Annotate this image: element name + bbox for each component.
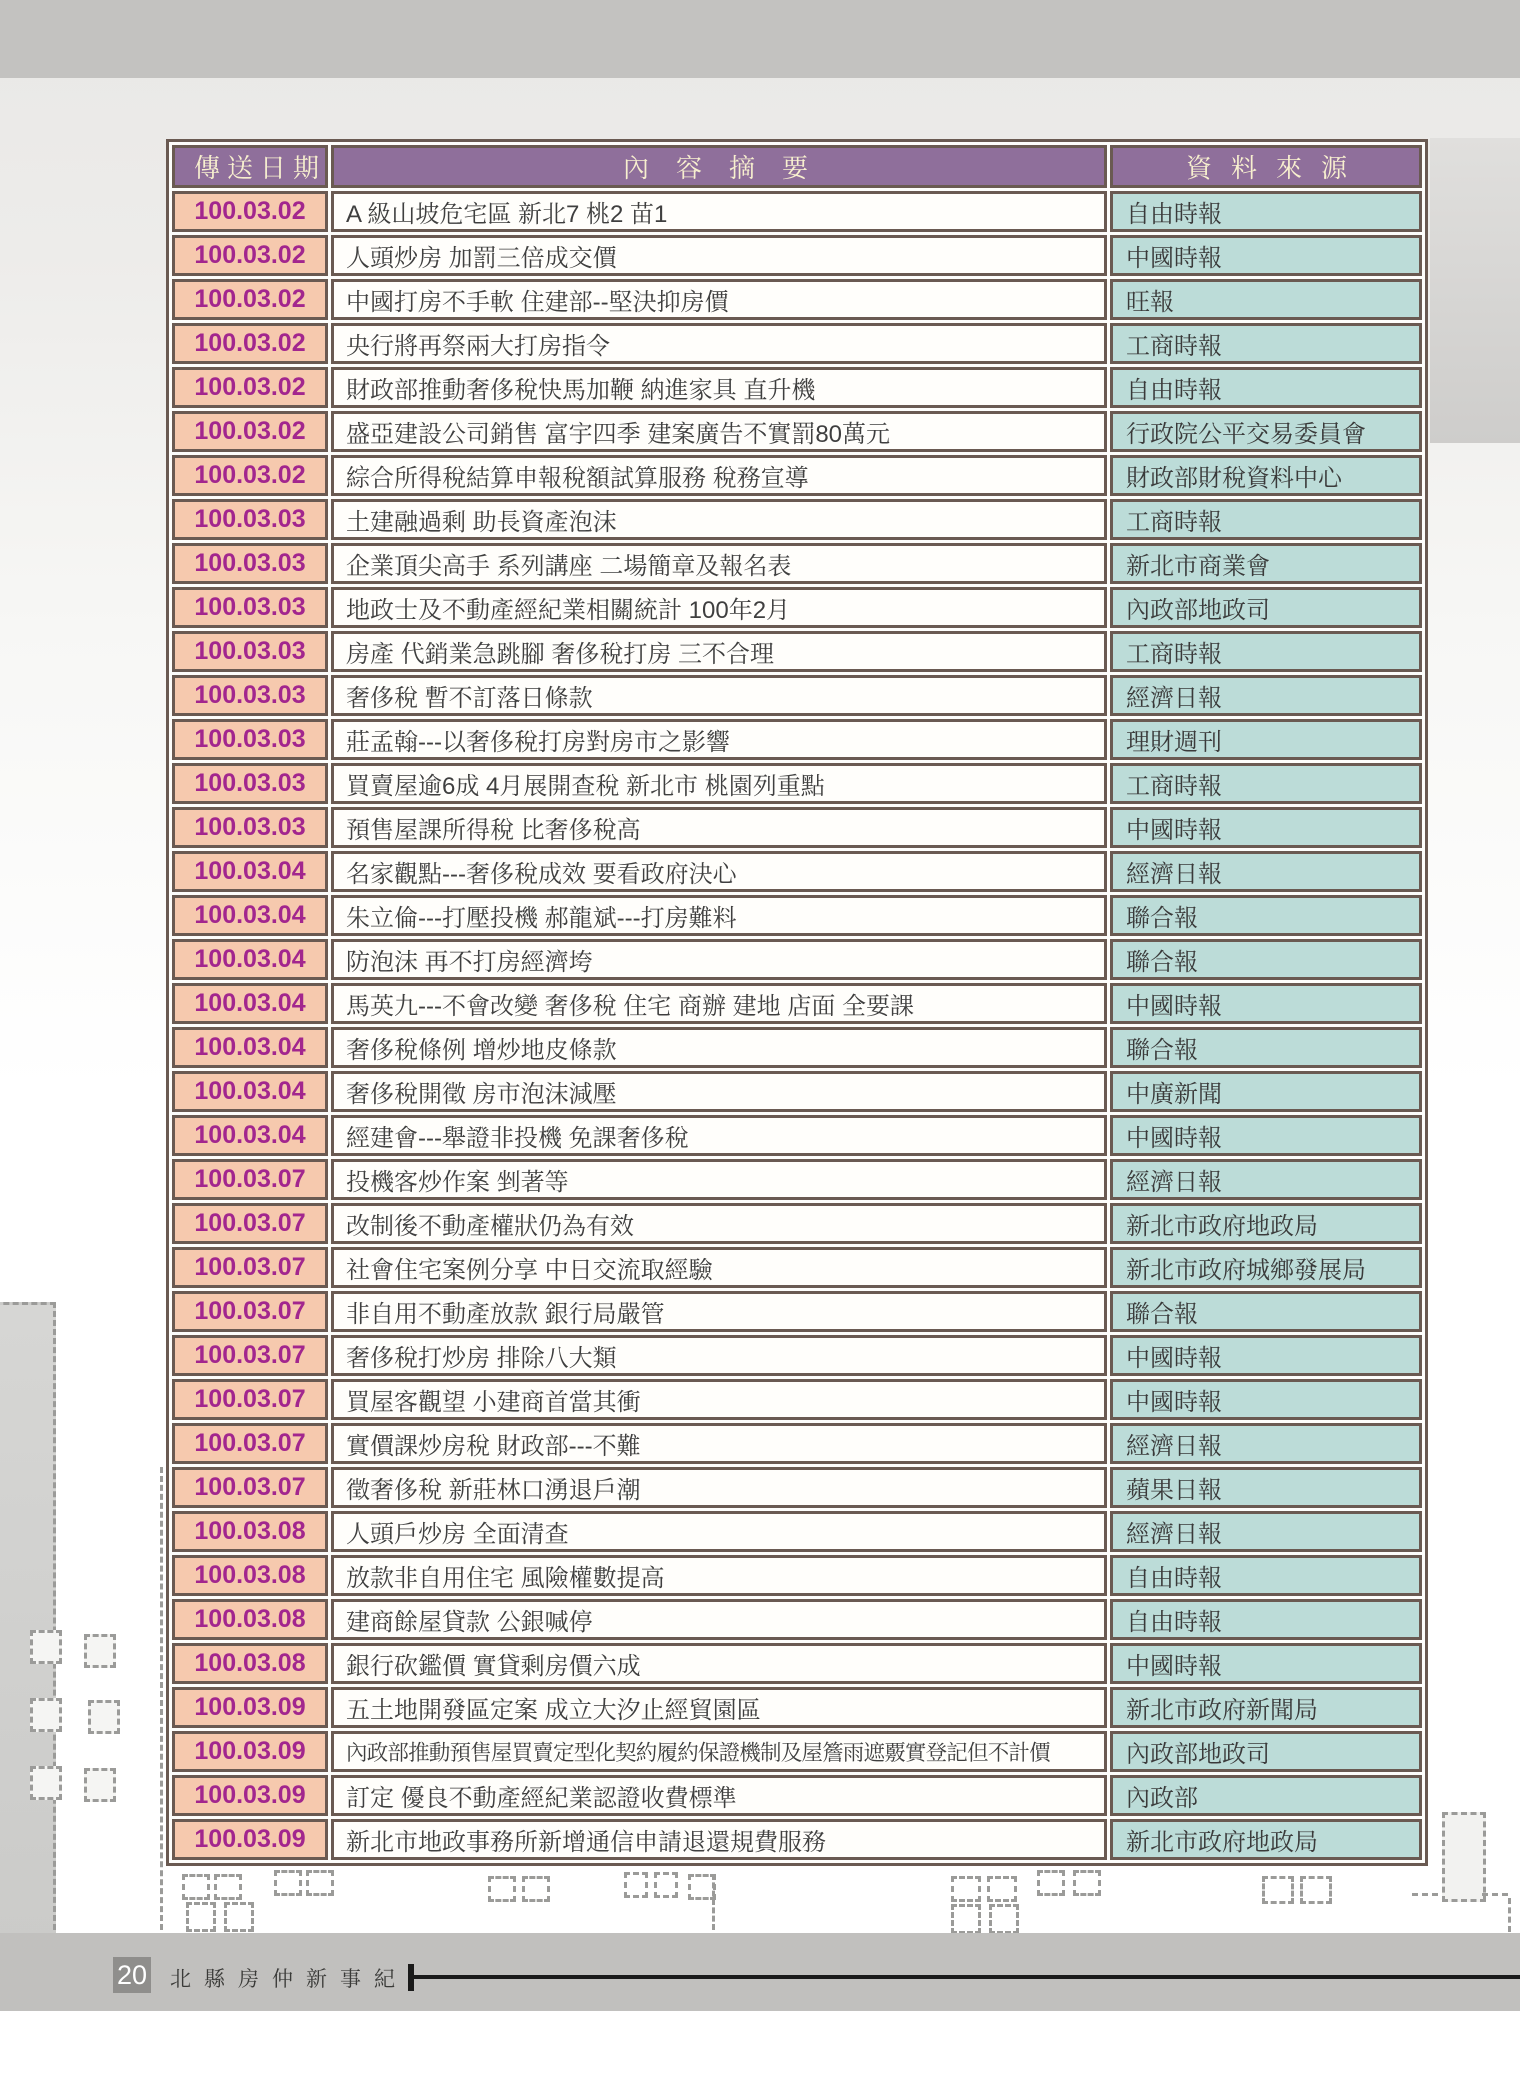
source-cell: 自由時報 [1110, 1555, 1422, 1596]
date-cell: 100.03.03 [172, 543, 328, 584]
summary-cell: 內政部推動預售屋買賣定型化契約履約保證機制及屋簷雨遮覈實登記但不計價 [331, 1731, 1107, 1772]
source-cell: 工商時報 [1110, 499, 1422, 540]
source-cell: 經濟日報 [1110, 1159, 1422, 1200]
building-window [951, 1904, 981, 1934]
summary-cell: 預售屋課所得稅 比奢侈稅高 [331, 807, 1107, 848]
building-window [30, 1630, 62, 1664]
date-cell: 100.03.03 [172, 719, 328, 760]
source-cell: 新北市政府新聞局 [1110, 1687, 1422, 1728]
news-clipping-table [166, 139, 1428, 1866]
summary-cell: 人頭戶炒房 全面清查 [331, 1511, 1107, 1552]
source-cell: 中廣新聞 [1110, 1071, 1422, 1112]
summary-cell: 非自用不動產放款 銀行局嚴管 [331, 1291, 1107, 1332]
date-cell: 100.03.08 [172, 1643, 328, 1684]
column-header-date: 傳送日期 [172, 145, 328, 188]
table-row [172, 1599, 1422, 1640]
table-row [172, 939, 1422, 980]
date-cell: 100.03.03 [172, 499, 328, 540]
source-cell: 經濟日報 [1110, 851, 1422, 892]
source-cell: 中國時報 [1110, 983, 1422, 1024]
date-cell: 100.03.07 [172, 1203, 328, 1244]
source-cell: 自由時報 [1110, 191, 1422, 232]
date-cell: 100.03.04 [172, 983, 328, 1024]
source-cell: 新北市政府城鄉發展局 [1110, 1247, 1422, 1288]
summary-cell: 房產 代銷業急跳腳 奢侈稅打房 三不合理 [331, 631, 1107, 672]
summary-cell: 買屋客觀望 小建商首當其衝 [331, 1379, 1107, 1420]
skyline-building-right [1442, 1812, 1486, 1902]
summary-cell: 朱立倫---打壓投機 郝龍斌---打房難料 [331, 895, 1107, 936]
summary-cell: 人頭炒房 加罰三倍成交價 [331, 235, 1107, 276]
skyline-building-edge [1508, 1898, 1511, 1932]
table-row [172, 807, 1422, 848]
summary-cell: 名家觀點---奢侈稅成效 要看政府決心 [331, 851, 1107, 892]
table-row [172, 1335, 1422, 1376]
table-row [172, 1731, 1422, 1772]
building-window [989, 1904, 1019, 1934]
date-cell: 100.03.02 [172, 411, 328, 452]
column-header-source: 資料來源 [1110, 145, 1422, 188]
building-window [30, 1766, 62, 1800]
summary-cell: 地政士及不動產經紀業相關統計 100年2月 [331, 587, 1107, 628]
table-row [172, 1511, 1422, 1552]
table-row [172, 323, 1422, 364]
building-window [182, 1874, 210, 1900]
date-cell: 100.03.07 [172, 1291, 328, 1332]
building-window [186, 1902, 216, 1932]
table-row [172, 1027, 1422, 1068]
news-table-body [172, 191, 1422, 1860]
summary-cell: 實價課炒房稅 財政部---不難 [331, 1423, 1107, 1464]
source-cell: 新北市商業會 [1110, 543, 1422, 584]
date-cell: 100.03.07 [172, 1379, 328, 1420]
source-cell: 旺報 [1110, 279, 1422, 320]
summary-cell: 防泡沫 再不打房經濟垮 [331, 939, 1107, 980]
building-window [654, 1872, 678, 1898]
source-cell: 財政部財稅資料中心 [1110, 455, 1422, 496]
table-row [172, 587, 1422, 628]
summary-cell: 央行將再祭兩大打房指令 [331, 323, 1107, 364]
date-cell: 100.03.04 [172, 1115, 328, 1156]
page-number-badge: 20 [113, 1957, 151, 1993]
table-row [172, 235, 1422, 276]
date-cell: 100.03.09 [172, 1819, 328, 1860]
table-row [172, 279, 1422, 320]
summary-cell: 奢侈稅 暫不訂落日條款 [331, 675, 1107, 716]
source-cell: 經濟日報 [1110, 675, 1422, 716]
date-cell: 100.03.03 [172, 763, 328, 804]
source-cell: 聯合報 [1110, 1291, 1422, 1332]
date-cell: 100.03.03 [172, 587, 328, 628]
summary-cell: 土建融過剩 助長資產泡沫 [331, 499, 1107, 540]
building-window [224, 1902, 254, 1932]
summary-cell: 改制後不動產權狀仍為有效 [331, 1203, 1107, 1244]
building-window [84, 1634, 116, 1668]
table-row [172, 1775, 1422, 1816]
building-window [30, 1698, 62, 1732]
date-cell: 100.03.07 [172, 1247, 328, 1288]
table-row [172, 411, 1422, 452]
summary-cell: 盛亞建設公司銷售 富宇四季 建案廣告不實罰80萬元 [331, 411, 1107, 452]
summary-cell: 徵奢侈稅 新莊林口湧退戶潮 [331, 1467, 1107, 1508]
date-cell: 100.03.02 [172, 367, 328, 408]
source-cell: 中國時報 [1110, 1379, 1422, 1420]
summary-cell: 莊孟翰---以奢侈稅打房對房市之影響 [331, 719, 1107, 760]
summary-cell: 投機客炒作案 剉著等 [331, 1159, 1107, 1200]
table-row [172, 1203, 1422, 1244]
column-header-summary: 內容摘要 [331, 145, 1107, 188]
source-cell: 自由時報 [1110, 1599, 1422, 1640]
skyline-building-left [0, 1302, 56, 1948]
date-cell: 100.03.09 [172, 1775, 328, 1816]
summary-cell: 買賣屋逾6成 4月展開查稅 新北市 桃園列重點 [331, 763, 1107, 804]
building-window [987, 1876, 1017, 1902]
source-cell: 聯合報 [1110, 895, 1422, 936]
table-row [172, 367, 1422, 408]
summary-cell: 財政部推動奢侈稅快馬加鞭 納進家具 直升機 [331, 367, 1107, 408]
source-cell: 內政部 [1110, 1775, 1422, 1816]
table-row [172, 1115, 1422, 1156]
table-row [172, 895, 1422, 936]
building-window [951, 1876, 981, 1902]
summary-cell: 奢侈稅打炒房 排除八大類 [331, 1335, 1107, 1376]
table-row [172, 499, 1422, 540]
summary-cell: 新北市地政事務所新增通信申請退還規費服務 [331, 1819, 1107, 1860]
right-margin-shade [1430, 138, 1520, 443]
building-window [488, 1876, 516, 1902]
date-cell: 100.03.09 [172, 1687, 328, 1728]
table-row [172, 1555, 1422, 1596]
source-cell: 聯合報 [1110, 1027, 1422, 1068]
summary-cell: 經建會---舉證非投機 免課奢侈稅 [331, 1115, 1107, 1156]
summary-cell: 中國打房不手軟 住建部--堅決抑房價 [331, 279, 1107, 320]
building-window [88, 1700, 120, 1734]
building-window [522, 1876, 550, 1902]
summary-cell: A 級山坡危宅區 新北7 桃2 苗1 [331, 191, 1107, 232]
footer-rule-line [414, 1975, 1520, 1979]
summary-cell: 馬英九---不會改變 奢侈稅 住宅 商辦 建地 店面 全要課 [331, 983, 1107, 1024]
date-cell: 100.03.03 [172, 631, 328, 672]
date-cell: 100.03.02 [172, 323, 328, 364]
source-cell: 工商時報 [1110, 631, 1422, 672]
table-row [172, 191, 1422, 232]
date-cell: 100.03.02 [172, 191, 328, 232]
building-window [624, 1872, 648, 1898]
table-row [172, 1379, 1422, 1420]
table-row [172, 763, 1422, 804]
source-cell: 中國時報 [1110, 235, 1422, 276]
table-row [172, 631, 1422, 672]
source-cell: 中國時報 [1110, 1643, 1422, 1684]
building-window [1073, 1870, 1101, 1896]
source-cell: 新北市政府地政局 [1110, 1819, 1422, 1860]
date-cell: 100.03.03 [172, 807, 328, 848]
summary-cell: 放款非自用住宅 風險權數提高 [331, 1555, 1107, 1596]
date-cell: 100.03.07 [172, 1423, 328, 1464]
source-cell: 新北市政府地政局 [1110, 1203, 1422, 1244]
summary-cell: 奢侈稅開徵 房市泡沫減壓 [331, 1071, 1107, 1112]
date-cell: 100.03.07 [172, 1335, 328, 1376]
date-cell: 100.03.02 [172, 279, 328, 320]
summary-cell: 銀行砍鑑價 實貸剩房價六成 [331, 1643, 1107, 1684]
summary-cell: 建商餘屋貸款 公銀喊停 [331, 1599, 1107, 1640]
building-window [1262, 1876, 1294, 1904]
source-cell: 自由時報 [1110, 367, 1422, 408]
building-window [214, 1874, 242, 1900]
table-row [172, 983, 1422, 1024]
table-row [172, 1467, 1422, 1508]
table-row [172, 455, 1422, 496]
table-row [172, 543, 1422, 584]
summary-cell: 企業頂尖高手 系列講座 二場簡章及報名表 [331, 543, 1107, 584]
source-cell: 經濟日報 [1110, 1423, 1422, 1464]
summary-cell: 綜合所得稅結算申報稅額試算服務 稅務宣導 [331, 455, 1107, 496]
date-cell: 100.03.07 [172, 1467, 328, 1508]
table-row [172, 1291, 1422, 1332]
source-cell: 中國時報 [1110, 1335, 1422, 1376]
date-cell: 100.03.03 [172, 675, 328, 716]
date-cell: 100.03.04 [172, 895, 328, 936]
building-window [1037, 1870, 1065, 1896]
summary-cell: 訂定 優良不動產經紀業認證收費標準 [331, 1775, 1107, 1816]
date-cell: 100.03.08 [172, 1511, 328, 1552]
table-row [172, 675, 1422, 716]
table-row [172, 1423, 1422, 1464]
table-row [172, 1819, 1422, 1860]
date-cell: 100.03.04 [172, 939, 328, 980]
skyline-building-edge [712, 1874, 715, 1930]
building-window [306, 1870, 334, 1896]
table-row [172, 1687, 1422, 1728]
table-header-row [172, 145, 1422, 188]
source-cell: 內政部地政司 [1110, 1731, 1422, 1772]
source-cell: 聯合報 [1110, 939, 1422, 980]
date-cell: 100.03.09 [172, 1731, 328, 1772]
skyline-building-edge [160, 1467, 163, 1930]
date-cell: 100.03.02 [172, 455, 328, 496]
source-cell: 經濟日報 [1110, 1511, 1422, 1552]
source-cell: 蘋果日報 [1110, 1467, 1422, 1508]
table-row [172, 1159, 1422, 1200]
date-cell: 100.03.02 [172, 235, 328, 276]
source-cell: 中國時報 [1110, 807, 1422, 848]
table-row [172, 1247, 1422, 1288]
date-cell: 100.03.04 [172, 1071, 328, 1112]
footer-section-title: 北縣房仲新事紀 [170, 1968, 408, 1991]
date-cell: 100.03.07 [172, 1159, 328, 1200]
skyline-building-edge [1482, 1893, 1508, 1896]
top-gray-band [0, 0, 1520, 78]
source-cell: 內政部地政司 [1110, 587, 1422, 628]
source-cell: 工商時報 [1110, 763, 1422, 804]
building-window [84, 1768, 116, 1802]
source-cell: 行政院公平交易委員會 [1110, 411, 1422, 452]
source-cell: 理財週刊 [1110, 719, 1422, 760]
date-cell: 100.03.04 [172, 851, 328, 892]
source-cell: 中國時報 [1110, 1115, 1422, 1156]
table-row [172, 851, 1422, 892]
building-window [1300, 1876, 1332, 1904]
date-cell: 100.03.04 [172, 1027, 328, 1068]
table-row [172, 1071, 1422, 1112]
date-cell: 100.03.08 [172, 1599, 328, 1640]
summary-cell: 奢侈稅條例 增炒地皮條款 [331, 1027, 1107, 1068]
date-cell: 100.03.08 [172, 1555, 328, 1596]
table-row [172, 1643, 1422, 1684]
building-window [274, 1870, 302, 1896]
summary-cell: 社會住宅案例分享 中日交流取經驗 [331, 1247, 1107, 1288]
table-row [172, 719, 1422, 760]
source-cell: 工商時報 [1110, 323, 1422, 364]
summary-cell: 五土地開發區定案 成立大汐止經貿園區 [331, 1687, 1107, 1728]
